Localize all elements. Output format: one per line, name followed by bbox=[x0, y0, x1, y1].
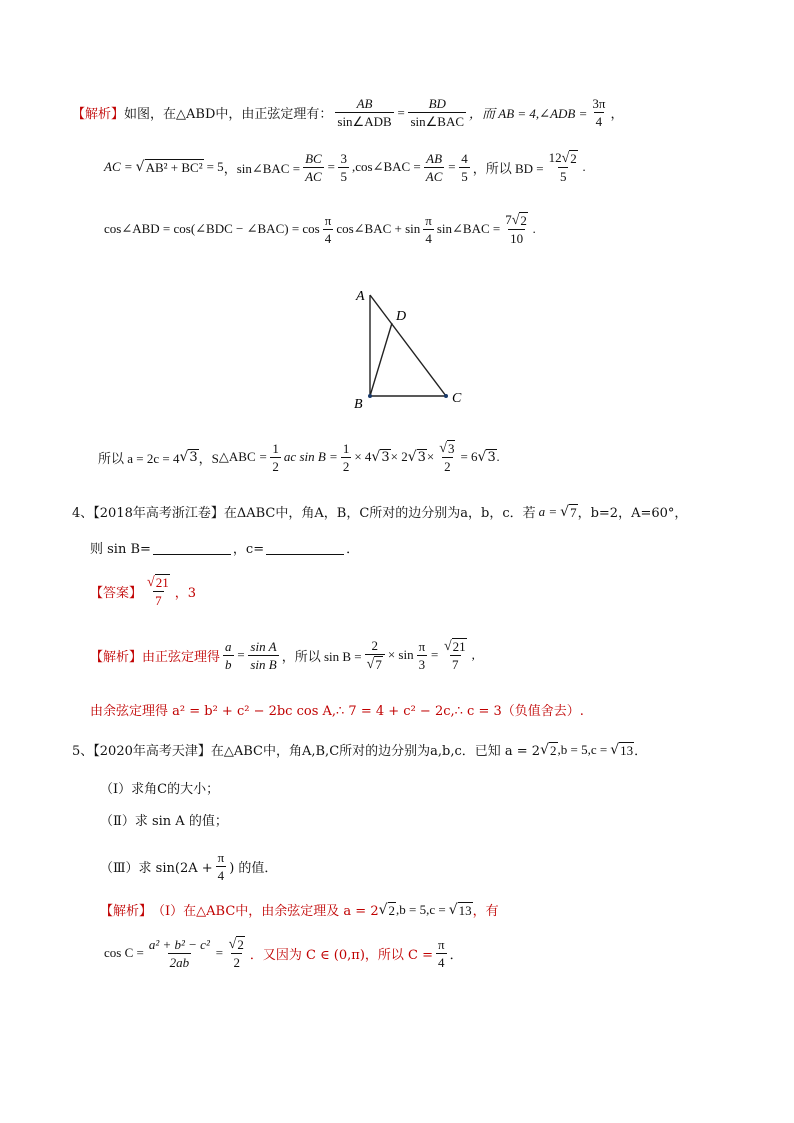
sol3-intro: 如图，在△ABD中，由正弦定理有： bbox=[124, 107, 333, 122]
fraction: $\frac{3\pi}{4}$ bbox=[592, 96, 606, 129]
area-line: 所以 a = 2c = 4 √ 3 ，S △ABC = $\frac{1}{2}$ ac sin B = $\frac{1}{2}$ × 4 √ 3 × 2 √ 3 × √ 3 2 = 6 √ 3 . bbox=[98, 440, 500, 474]
q5-part3: （Ⅲ）求 sin(2A + $\frac{\pi}{4}$ ) 的值． bbox=[100, 850, 278, 883]
label-c: C bbox=[452, 391, 462, 406]
jiexi-tag: 【解析】 bbox=[72, 107, 125, 122]
label-a: A bbox=[356, 289, 365, 304]
answer-blank-2 bbox=[266, 540, 344, 555]
sqrt: √ AB² + BC² bbox=[135, 159, 203, 175]
q5-part1: （Ⅰ）求角C的大小； bbox=[100, 782, 220, 797]
sol3-mid: ，而 AB = 4,∠ADB = bbox=[469, 106, 588, 121]
daan-tag: 【答案】 bbox=[90, 585, 143, 601]
fraction: $\frac{AB}{\text{sin∠ADB}}$ bbox=[337, 96, 392, 129]
q4-line1: 4、【2018年高考浙江卷】在ΔABC中，角A，B，C所对的边分别为a，b，c．若 a = √ 7 ，b=2，A=60°， bbox=[72, 503, 688, 521]
q5-solution-line1: 【解析】 （Ⅰ）在△ABC中，由余弦定理及 a = 2 √ 2 ,b = 5,c = √ 13 ，有 bbox=[100, 901, 499, 919]
sol3-line3: cos∠ABD = cos(∠BDC − ∠BAC) = cos $\frac{\pi}{4}$ cos∠BAC + sin $\frac{\pi}{4}$ sin∠BAC = 7 √ 2 10 . bbox=[104, 212, 537, 246]
q4-answer: 【答案】 √ 21 7 ，3 bbox=[90, 575, 196, 608]
point-c bbox=[444, 394, 448, 398]
q5-part2: （Ⅱ）求 sin A 的值； bbox=[100, 814, 228, 829]
point-b bbox=[368, 394, 372, 398]
q4-line2: 则 sin B= ，c= ． bbox=[90, 542, 360, 557]
label-d: D bbox=[396, 309, 407, 324]
q5-line1: 5、【2020年高考天津】在△ABC中，角A,B,C所对的边分别为a,b,c．已知 a = 2 √ 2 ,b = 5,c = √ 13 ． bbox=[72, 741, 648, 759]
label-b: B bbox=[354, 397, 363, 412]
q4-solution-line1: 【解析】 由正弦定理得 $\frac{a}{b}$ = $\frac{\text{sin A}}{\text{sin B}}$ ，所以 sin B = 2 √ 7 × sin $\frac{\pi}{3}$ = √ 21 7 , bbox=[90, 638, 475, 672]
q4-solution-line2: 由余弦定理得 a² = b² + c² − 2bc cos A,∴ 7 = 4 + c² − 2c,∴ c = 3（负值舍去）. bbox=[90, 704, 584, 719]
triangle-figure bbox=[350, 282, 470, 412]
sol3-line2: AC = √ AB² + BC² = 5 ，sin∠BAC = $\frac{BC}{AC}$ = $\frac{3}{5}$ ,cos∠BAC = $\frac{AB}{AC}$ = $\frac{4}{5}$ ，所以 BD = 12 √ 2 5 . bbox=[104, 150, 587, 184]
sol3-line1: 【解析】 如图，在△ABD中，由正弦定理有： $\frac{AB}{\text{sin∠ADB}}$ = $\frac{BD}{\text{sin∠BAC}}$ ，而 AB = 4,∠ADB = $\frac{3\pi}{4}$ ， bbox=[72, 96, 624, 129]
fraction: $\frac{BD}{\text{sin∠BAC}}$ bbox=[410, 96, 465, 129]
q5-solution-line2: cos C = $\frac{\text{a² + b² − c²}}{2ab}$ = √ 2 2 ．又因为 C ∈ (0,π)，所以 C = $\frac{\pi}{4}$ ． bbox=[104, 936, 463, 970]
answer-blank-1 bbox=[153, 540, 231, 555]
edge-bd bbox=[370, 323, 392, 396]
edge-ac bbox=[370, 295, 446, 396]
